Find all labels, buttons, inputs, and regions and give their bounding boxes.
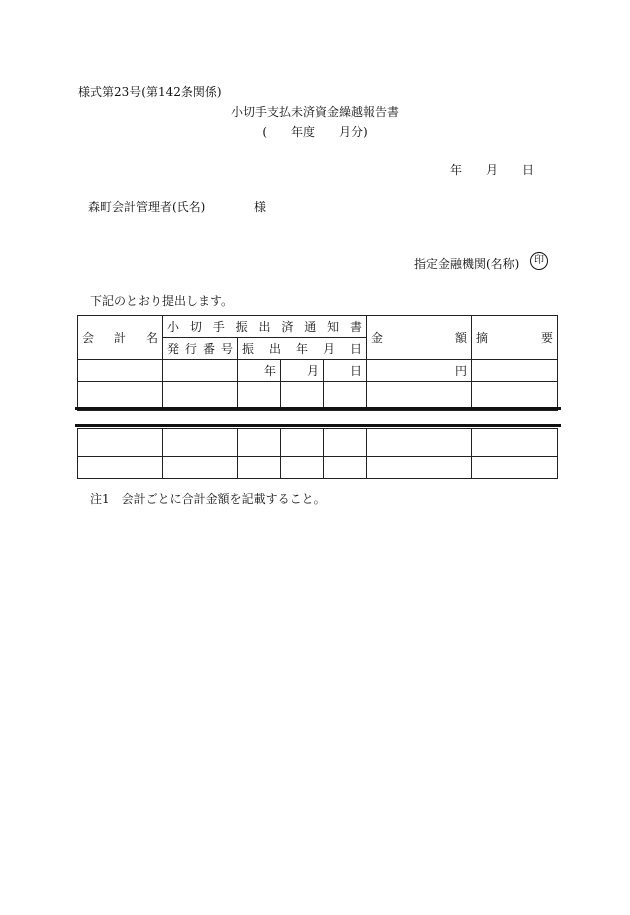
cell-issue-number xyxy=(163,360,238,382)
cell-issue-number xyxy=(163,457,238,479)
cell-remarks xyxy=(472,360,558,382)
form-number: 様式第23号(第142条関係) xyxy=(78,85,222,99)
institution-label: 指定金融機関(名称) xyxy=(414,257,520,271)
report-table-bottom xyxy=(77,428,558,479)
cell-issue-number xyxy=(163,429,238,457)
cell-day xyxy=(324,429,367,457)
cell-day xyxy=(324,457,367,479)
cell-year xyxy=(238,429,281,457)
cell-amount xyxy=(367,429,472,457)
header-check-notice: 小 切 手 振 出 済 通 知 書 xyxy=(163,316,367,338)
cell-account xyxy=(78,360,163,382)
footnote: 注1 会計ごとに合計金額を記載すること。 xyxy=(90,492,326,506)
header-account-name: 会 計 名 xyxy=(78,316,163,360)
document-title: 小切手支払未済資金繰越報告書 xyxy=(230,105,399,119)
header-amount: 金 額 xyxy=(367,316,472,360)
cell-year xyxy=(238,457,281,479)
cell-month xyxy=(281,457,324,479)
cell-amount xyxy=(367,457,472,479)
intro-text: 下記のとおり提出します。 xyxy=(90,294,234,308)
table-break-line-bottom xyxy=(75,424,561,427)
cell-amount: 円 xyxy=(367,360,472,382)
cell-remarks xyxy=(472,429,558,457)
cell-month xyxy=(281,429,324,457)
addressee-honorific: 様 xyxy=(254,200,267,214)
cell-year: 年 xyxy=(238,360,281,382)
header-issue-number: 発 行 番 号 xyxy=(163,338,238,360)
cell-month: 月 xyxy=(281,360,324,382)
cell-day: 日 xyxy=(324,360,367,382)
table-break-line-top xyxy=(75,407,561,410)
cell-account xyxy=(78,457,163,479)
header-issue-date: 振 出 年 月 日 xyxy=(238,338,367,360)
report-table-top xyxy=(77,315,558,411)
cell-account xyxy=(78,429,163,457)
date-line: 年 月 日 xyxy=(450,163,535,177)
addressee-name: 森町会計管理者(氏名) xyxy=(88,200,206,214)
period-line: ( 年度 月分) xyxy=(262,125,368,139)
cell-remarks xyxy=(472,457,558,479)
seal-mark: 印 xyxy=(530,252,548,270)
header-remarks: 摘 要 xyxy=(472,316,558,360)
